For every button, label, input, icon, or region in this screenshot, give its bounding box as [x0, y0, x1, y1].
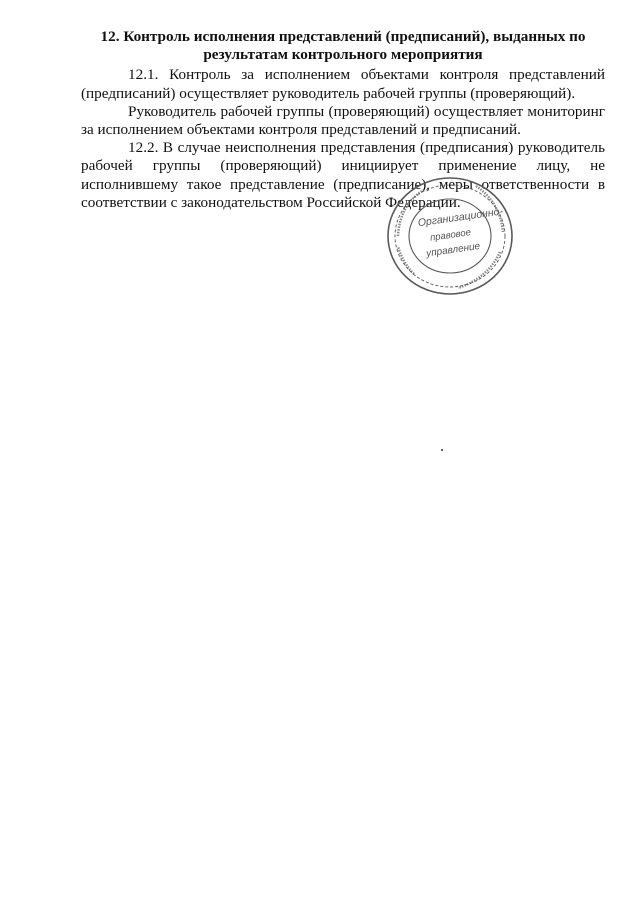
section-heading: 12. Контроль исполнения представлений (предписаний), выданных по результатам контрольного мероприятия: [100, 28, 586, 64]
organization-seal: [384, 174, 516, 298]
paragraph-12-2: 12.2. В случае неисполнения представления (предписания) руководитель рабочей группы (проверяющий) инициирует применение лицу, не исполнившему такое представление (предписание), меры ответственности в соответствии с законодательством Российской Федерации.: [81, 139, 605, 211]
stamp-line-3: управление: [425, 240, 481, 260]
paragraph-monitoring: Руководитель рабочей группы (проверяющий) осуществляет мониторинг за исполнением объектами контроля представлений и предписаний.: [81, 102, 605, 139]
paragraph-12-1: 12.1. Контроль за исполнением объектами контроля представлений (предписаний) осуществляет руководитель рабочей группы (проверяющий).: [81, 66, 605, 102]
stamp-line-1: Организационно-: [417, 205, 504, 230]
stray-mark: [441, 449, 443, 451]
document-page: [81, 28, 605, 212]
stamp-line-2: правовое: [429, 227, 472, 244]
